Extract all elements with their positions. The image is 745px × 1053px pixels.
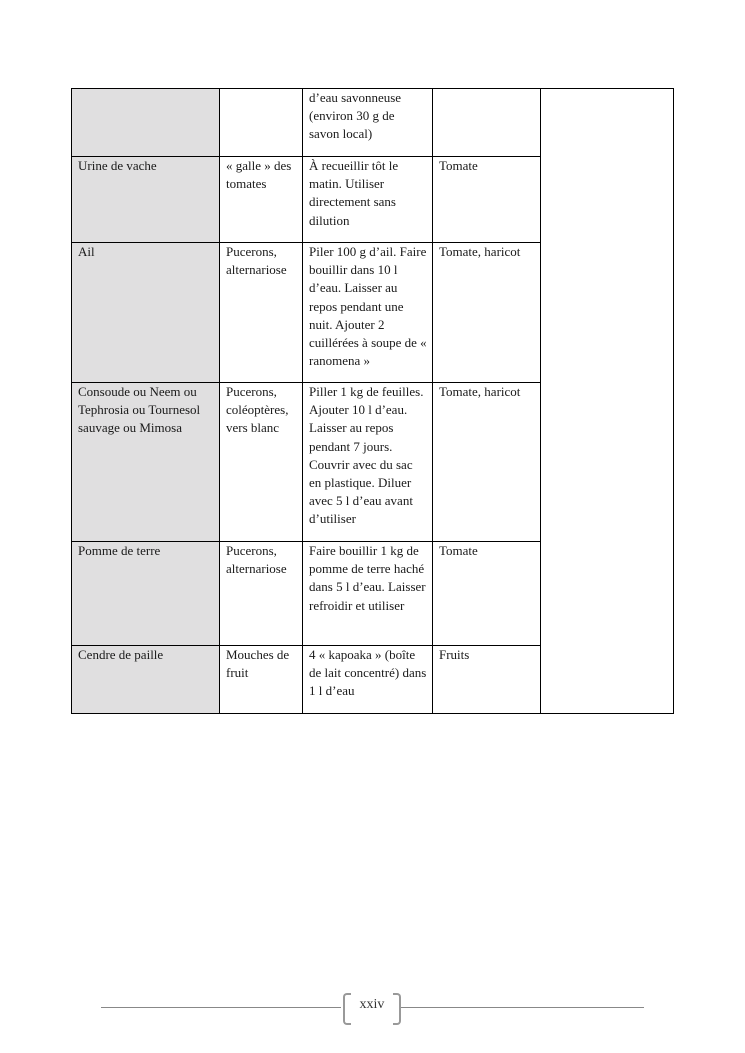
target-pests: Mouches de fruit xyxy=(226,647,290,681)
target-cell xyxy=(220,157,303,243)
footer-bracket-right xyxy=(393,993,401,1025)
table-row xyxy=(72,89,674,157)
target-pests: Pucerons, alternariose xyxy=(226,543,287,577)
remedy-name: Consoude ou Neem ou Tephrosia ou Tournesol sauvage ou Mimosa xyxy=(78,384,201,436)
empty-column-cell xyxy=(541,89,674,714)
preparation-cell xyxy=(303,89,433,157)
remedy-name-cell xyxy=(72,646,220,714)
target-cell xyxy=(220,383,303,542)
preparation-cell xyxy=(303,157,433,243)
footer-rule-right xyxy=(401,1007,644,1008)
preparation-text: Piler 100 g d’ail. Faire bouillir dans 10 l d’eau. Laisser au repos pendant une nuit. Ajouter 2 cuillérées à soupe de « ranomena » xyxy=(309,244,427,369)
remedy-name: Urine de vache xyxy=(78,158,157,173)
crop-text: Tomate, haricot xyxy=(439,244,521,259)
remedy-name-cell xyxy=(72,243,220,383)
crop-text: Tomate xyxy=(439,158,478,173)
crop-cell xyxy=(433,89,541,157)
footer-bracket-left xyxy=(343,993,351,1025)
crop-cell xyxy=(433,243,541,383)
target-cell xyxy=(220,243,303,383)
remedy-name-cell xyxy=(72,383,220,542)
target-pests: « galle » des tomates xyxy=(226,158,292,192)
crop-text: Tomate xyxy=(439,543,478,558)
target-pests: Pucerons, alternariose xyxy=(226,244,287,278)
preparation-cell xyxy=(303,542,433,646)
crop-cell xyxy=(433,542,541,646)
preparation-cell xyxy=(303,243,433,383)
target-pests: Pucerons, coléoptères, vers blanc xyxy=(226,384,289,436)
preparation-text: 4 « kapoaka » (boîte de lait concentré) dans 1 l d’eau xyxy=(309,647,427,699)
preparation-cell xyxy=(303,383,433,542)
crop-cell xyxy=(433,383,541,542)
crop-text: Tomate, haricot xyxy=(439,384,521,399)
preparation-text: d’eau savonneuse (environ 30 g de savon local) xyxy=(309,90,402,142)
crop-text: Fruits xyxy=(439,647,470,662)
remedy-name: Pomme de terre xyxy=(78,543,161,558)
remedy-name: Cendre de paille xyxy=(78,647,164,662)
remedy-name-cell xyxy=(72,89,220,157)
page-number: xxiv xyxy=(359,997,385,1012)
remedies-table xyxy=(71,88,674,714)
remedy-name-cell xyxy=(72,157,220,243)
preparation-cell xyxy=(303,646,433,714)
preparation-text: Faire bouillir 1 kg de pomme de terre haché dans 5 l d’eau. Laisser refroidir et utiliser xyxy=(309,543,426,613)
crop-cell xyxy=(433,646,541,714)
target-cell xyxy=(220,89,303,157)
target-cell xyxy=(220,542,303,646)
preparation-text: Piller 1 kg de feuilles. Ajouter 10 l d’eau. Laisser au repos pendant 7 jours. Couvrir avec du sac en plastique. Diluer avec 5 l d’eau avant d’utiliser xyxy=(309,384,424,527)
crop-cell xyxy=(433,157,541,243)
footer-rule-left xyxy=(101,1007,341,1008)
remedy-name: Ail xyxy=(78,244,95,259)
remedy-name-cell xyxy=(72,542,220,646)
preparation-text: À recueillir tôt le matin. Utiliser directement sans dilution xyxy=(309,158,399,228)
target-cell xyxy=(220,646,303,714)
